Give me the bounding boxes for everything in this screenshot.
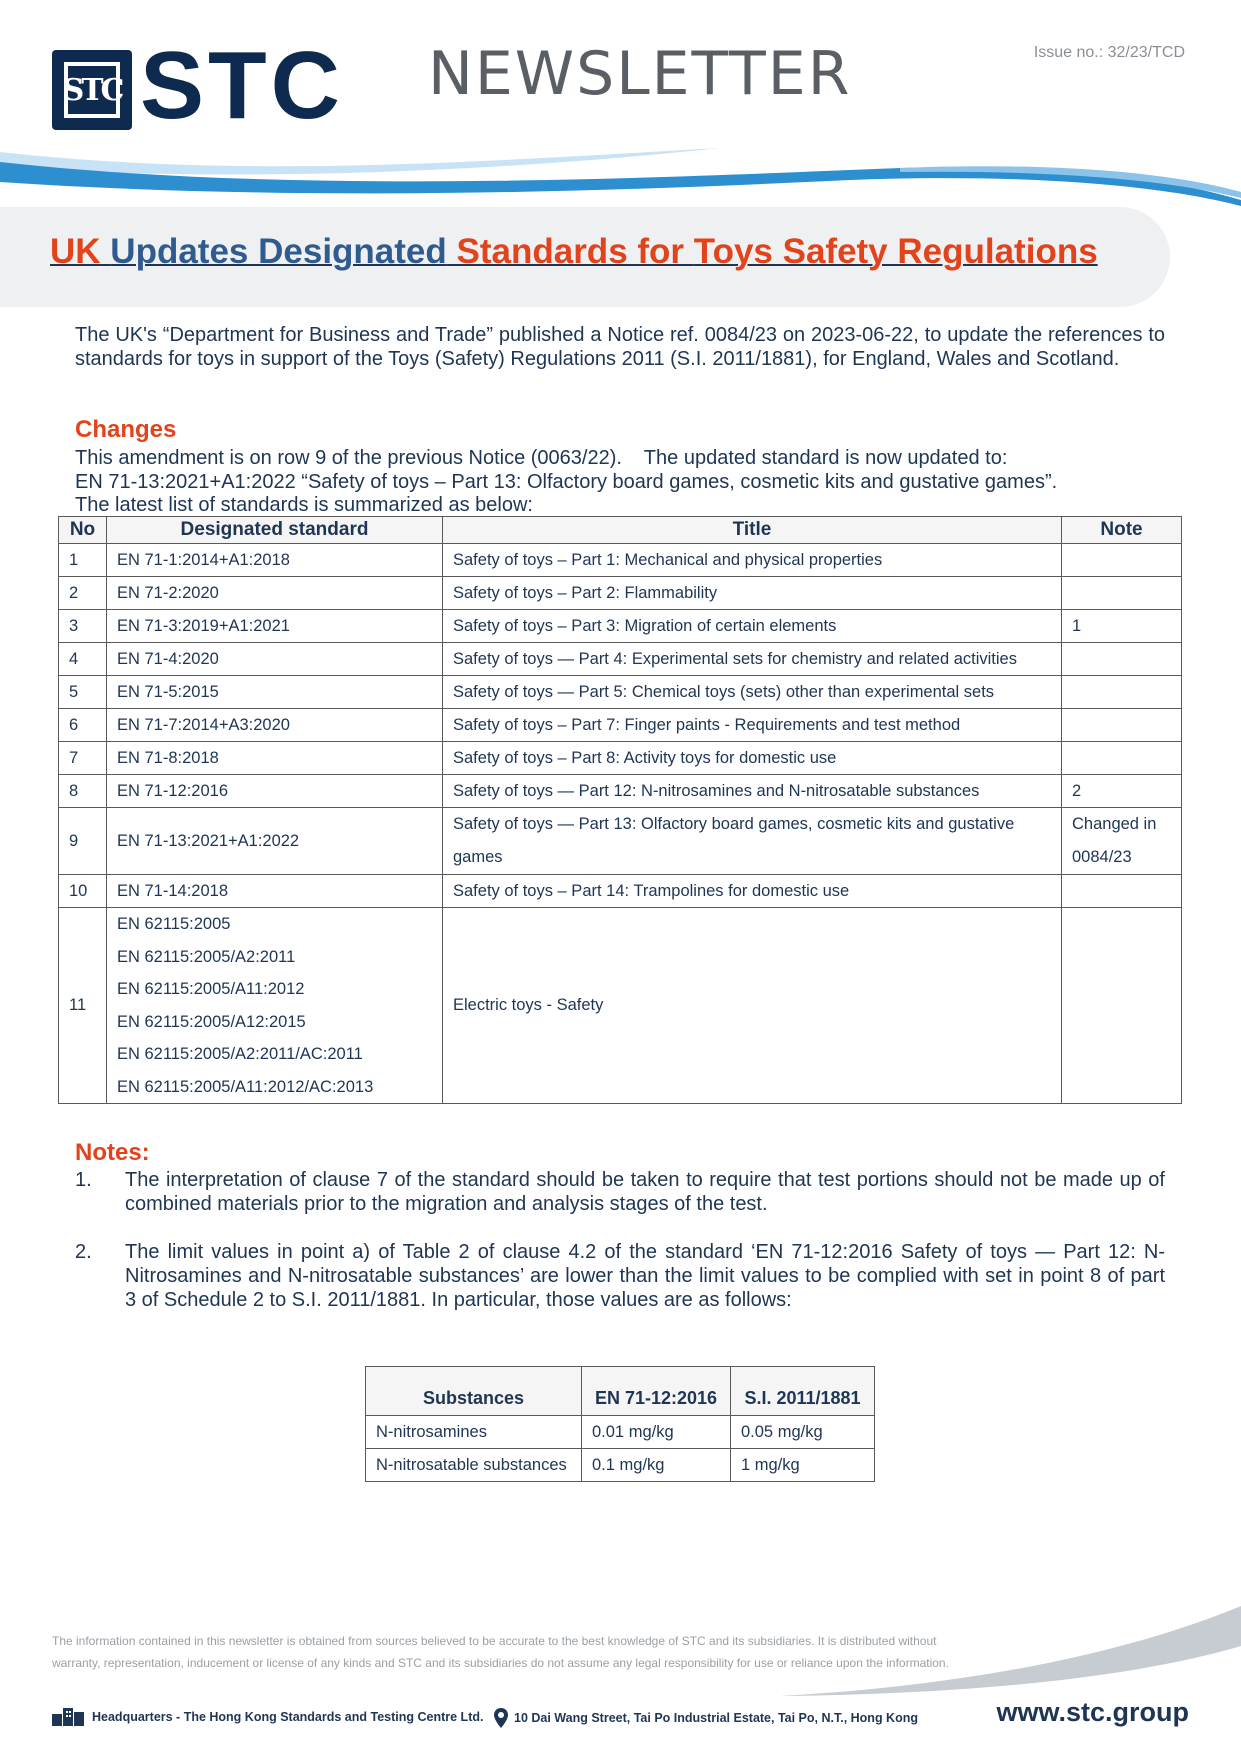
cell-title: Safety of toys – Part 14: Trampolines for domestic use xyxy=(443,875,1062,908)
cell-si-limit: 0.05 mg/kg xyxy=(731,1416,875,1449)
cell-no: 11 xyxy=(59,908,107,1104)
cell-note xyxy=(1062,709,1182,742)
cell-standard: EN 71-3:2019+A1:2021 xyxy=(107,610,443,643)
logo-monogram: STC xyxy=(64,62,120,118)
cell-standard: EN 71-7:2014+A3:2020 xyxy=(107,709,443,742)
location-pin-icon xyxy=(494,1708,508,1728)
table-row xyxy=(59,742,1182,775)
cell-standard-line: EN 62115:2005 xyxy=(117,915,231,933)
changes-line-3: The latest list of standards is summarized as below: xyxy=(75,494,533,516)
cell-en71-limit: 0.01 mg/kg xyxy=(582,1416,731,1449)
title-part-standards: Standards for xyxy=(456,232,685,271)
cell-substance: N-nitrosatable substances xyxy=(366,1449,582,1482)
table-row xyxy=(366,1449,875,1482)
cell-standard-line: EN 62115:2005/A2:2011/AC:2011 xyxy=(117,1045,363,1063)
header-si-2011: S.I. 2011/1881 xyxy=(731,1367,875,1416)
cell-note: 2 xyxy=(1062,775,1182,808)
cell-note xyxy=(1062,643,1182,676)
building-icon xyxy=(52,1708,84,1726)
header-substances: Substances xyxy=(366,1367,582,1416)
title-part-updates: Updates Designated xyxy=(110,232,447,271)
notes-heading: Notes: xyxy=(75,1139,150,1166)
changes-heading: Changes xyxy=(75,416,177,443)
cell-no: 1 xyxy=(59,544,107,577)
disclaimer xyxy=(52,1630,1012,1674)
table-header-row xyxy=(59,517,1182,544)
changes-line-1: This amendment is on row 9 of the previous Notice (0063/22). The updated standard is now updated to: xyxy=(75,447,1008,469)
cell-title: Safety of toys — Part 4: Experimental sets for chemistry and related activities xyxy=(443,643,1062,676)
header-title: Title xyxy=(443,517,1062,544)
table-row xyxy=(59,709,1182,742)
cell-no: 8 xyxy=(59,775,107,808)
newsletter-label: NEWSLETTER xyxy=(428,39,852,109)
cell-standard: EN 71-5:2015 xyxy=(107,676,443,709)
note-number: 1. xyxy=(75,1169,92,1191)
standards-table xyxy=(58,516,1182,1104)
cell-title-line: games xyxy=(453,848,503,866)
cell-title: Safety of toys – Part 1: Mechanical and physical properties xyxy=(443,544,1062,577)
cell-standard: EN 71-4:2020 xyxy=(107,643,443,676)
note-item xyxy=(75,1240,1165,1320)
cell-standard-line: EN 62115:2005/A11:2012/AC:2013 xyxy=(117,1077,374,1096)
disclaimer-line: The information contained in this newsletter is obtained from sources believed to be accurate to the best knowledge of STC and its subsidiaries. It is distributed without xyxy=(52,1634,937,1648)
cell-no: 10 xyxy=(59,875,107,908)
cell-title: Safety of toys — Part 12: N-nitrosamines and N-nitrosatable substances xyxy=(443,775,1062,808)
table-row xyxy=(59,775,1182,808)
table-row xyxy=(59,643,1182,676)
intro-paragraph: The UK's “Department for Business and Trade” published a Notice ref. 0084/23 on 2023-06-22, to update the references to standards for toys in support of the Toys (Safety) Regulations 2011 (S.I. 2011/1881), for England, Wales and Scotland. xyxy=(75,324,1165,370)
cell-note: 1 xyxy=(1062,610,1182,643)
cell-standard: EN 71-12:2016 xyxy=(107,775,443,808)
cell-note xyxy=(1062,875,1182,908)
cell-no: 2 xyxy=(59,577,107,610)
cell-note xyxy=(1062,676,1182,709)
cell-standard: EN 71-8:2018 xyxy=(107,742,443,775)
address-text: 10 Dai Wang Street, Tai Po Industrial Estate, Tai Po, N.T., Hong Kong xyxy=(514,1711,918,1725)
cell-title: Safety of toys – Part 2: Flammability xyxy=(443,577,1062,610)
stc-logo-mark xyxy=(52,50,132,130)
table-row xyxy=(59,875,1182,908)
table-header-row xyxy=(366,1367,875,1416)
table-row xyxy=(59,676,1182,709)
header-standard: Designated standard xyxy=(107,517,443,544)
cell-standard: EN 71-14:2018 xyxy=(107,875,443,908)
table-row xyxy=(366,1416,875,1449)
cell-title xyxy=(443,808,1062,875)
note-number: 2. xyxy=(75,1241,92,1263)
cell-standard: EN 71-1:2014+A1:2018 xyxy=(107,544,443,577)
cell-note xyxy=(1062,742,1182,775)
table-row xyxy=(59,610,1182,643)
cell-note xyxy=(1062,577,1182,610)
changes-line-2: EN 71-13:2021+A1:2022 “Safety of toys – Part 13: Olfactory board games, cosmetic kits and gustative games”. xyxy=(75,471,1058,493)
table-row xyxy=(59,908,1182,1104)
cell-si-limit: 1 mg/kg xyxy=(731,1449,875,1482)
cell-note-line: 0084/23 xyxy=(1072,848,1132,866)
cell-standard xyxy=(107,908,443,1104)
header-en71-12: EN 71-12:2016 xyxy=(582,1367,731,1416)
cell-no: 3 xyxy=(59,610,107,643)
cell-note xyxy=(1062,544,1182,577)
cell-title: Safety of toys — Part 5: Chemical toys (sets) other than experimental sets xyxy=(443,676,1062,709)
page-title xyxy=(50,232,1098,272)
cell-no: 9 xyxy=(59,808,107,875)
cell-title: Safety of toys – Part 3: Migration of certain elements xyxy=(443,610,1062,643)
cell-title-line: Safety of toys — Part 13: Olfactory board games, cosmetic kits and gustative xyxy=(453,815,1015,833)
cell-en71-limit: 0.1 mg/kg xyxy=(582,1449,731,1482)
header-swoosh xyxy=(0,140,1241,210)
website-link[interactable]: www.stc.group xyxy=(996,1697,1189,1727)
cell-no: 7 xyxy=(59,742,107,775)
cell-note xyxy=(1062,908,1182,1104)
cell-no: 4 xyxy=(59,643,107,676)
table-row xyxy=(59,808,1182,875)
cell-note xyxy=(1062,808,1182,875)
note-item xyxy=(75,1168,1165,1218)
table-row xyxy=(59,544,1182,577)
cell-substance: N-nitrosamines xyxy=(366,1416,582,1449)
cell-title: Safety of toys – Part 7: Finger paints - Requirements and test method xyxy=(443,709,1062,742)
cell-standard: EN 71-2:2020 xyxy=(107,577,443,610)
cell-note-line: Changed in xyxy=(1072,815,1157,833)
headquarters xyxy=(52,1708,483,1726)
cell-no: 6 xyxy=(59,709,107,742)
note-text: The limit values in point a) of Table 2 of clause 4.2 of the standard ‘EN 71-12:2016 Safety of toys — Part 12: N-Nitrosamines and N-nitrosatable substances’ are lower than the limit values to be complied with set in point 8 of part 3 of Schedule 2 to S.I. 2011/1881. In particular, those values are as follows: xyxy=(125,1241,1165,1311)
note-text: The interpretation of clause 7 of the standard should be taken to require that test portions should not be made up of combined materials prior to the migration and analysis stages of the test. xyxy=(125,1169,1165,1215)
cell-standard: EN 71-13:2021+A1:2022 xyxy=(107,808,443,875)
issue-number: Issue no.: 32/23/TCD xyxy=(1033,44,1185,61)
address xyxy=(494,1708,918,1728)
cell-no: 5 xyxy=(59,676,107,709)
cell-standard-line: EN 62115:2005/A11:2012 xyxy=(117,980,305,998)
table-row xyxy=(59,577,1182,610)
cell-standard-line: EN 62115:2005/A12:2015 xyxy=(117,1012,306,1031)
stc-logo-text: STC xyxy=(140,32,344,139)
cell-standard-line: EN 62115:2005/A2:2011 xyxy=(117,947,296,966)
title-part-toys: Toys Safety Regulations xyxy=(693,232,1098,271)
header-note: Note xyxy=(1062,517,1182,544)
title-part-uk: UK xyxy=(50,232,101,271)
headquarters-label: Headquarters - The Hong Kong Standards and Testing Centre Ltd. xyxy=(92,1710,484,1724)
limits-table xyxy=(365,1366,875,1482)
disclaimer-line: warranty, representation, inducement or license of any kinds and STC and its subsidiaries do not assume any legal responsibility for use or reliance upon the information. xyxy=(52,1656,949,1670)
cell-title: Electric toys - Safety xyxy=(443,908,1062,1104)
header-no: No xyxy=(59,517,107,544)
cell-title: Safety of toys – Part 8: Activity toys for domestic use xyxy=(443,742,1062,775)
